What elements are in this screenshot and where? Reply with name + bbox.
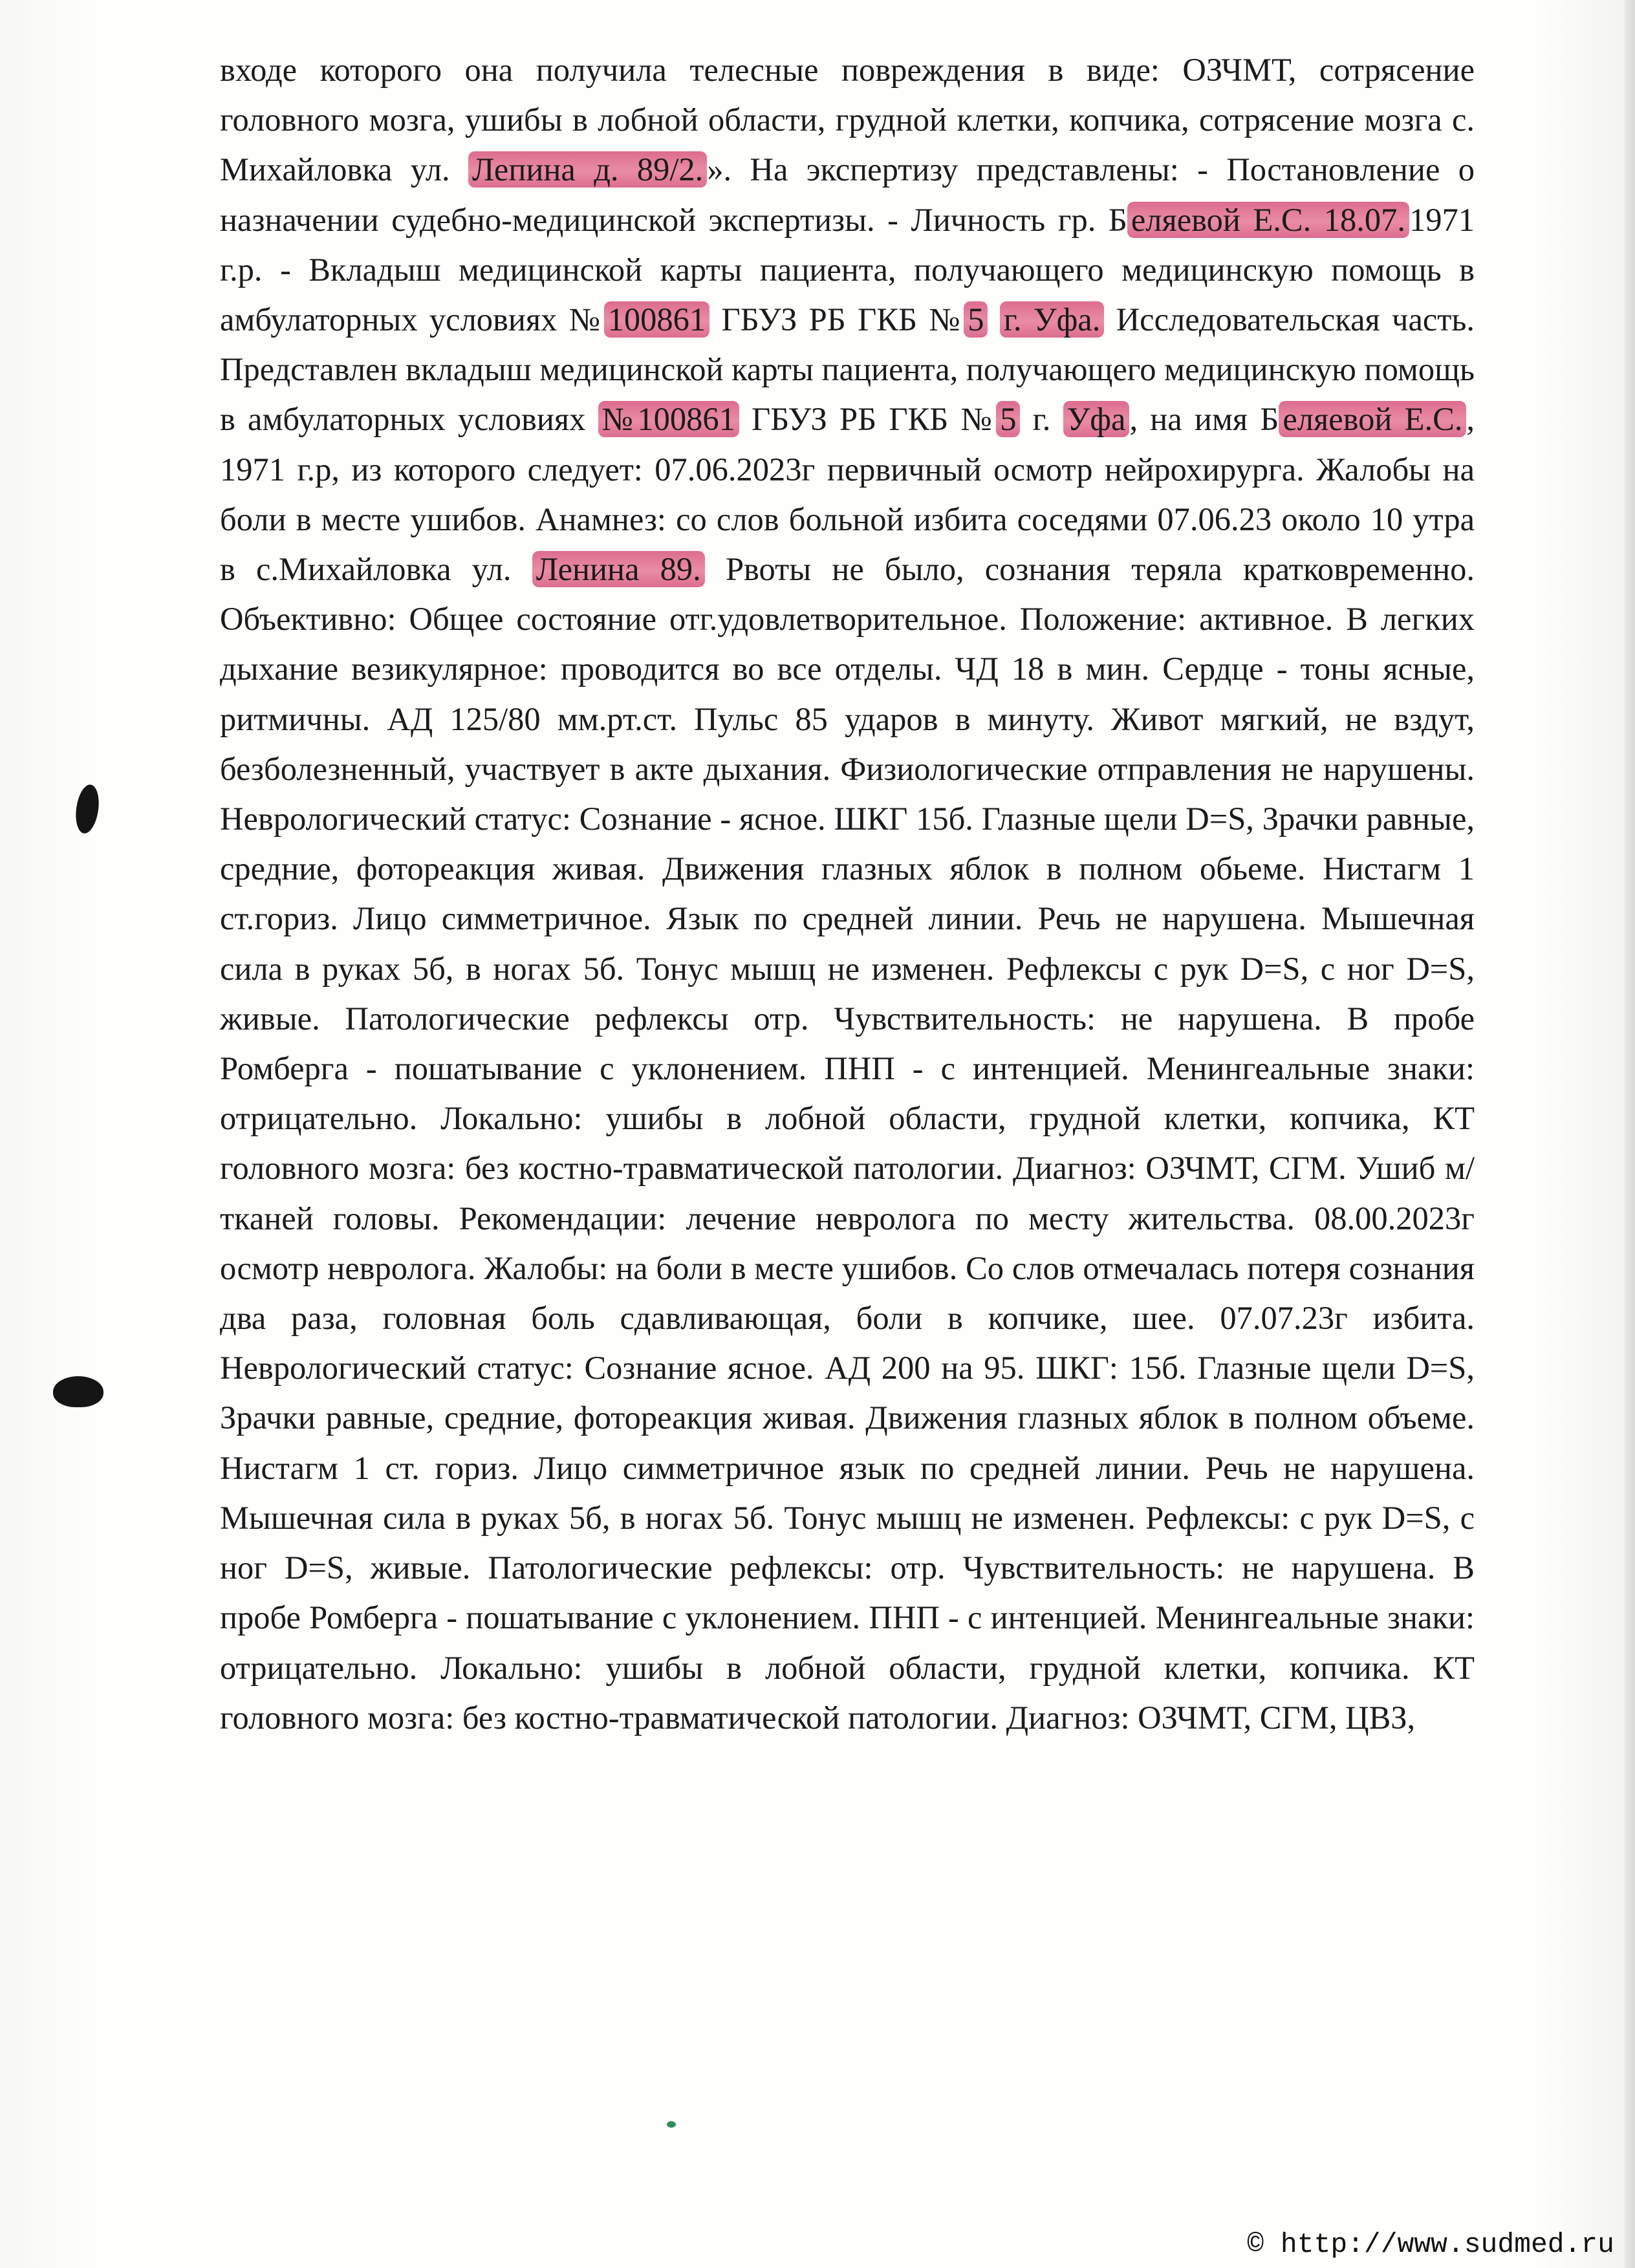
body-text-segment: , на имя Б: [1129, 401, 1279, 438]
document-body-text: [220, 45, 1475, 1743]
body-text-segment: ». На экспертизу представлены: - Постановление о назначении судебно-медицинской экспертизы. - Личность гр. Б: [220, 151, 1475, 238]
ink-speck: [667, 2121, 676, 2128]
body-text-segment: 1971 г.р. - Вкладыш медицинской карты пациента, получающего медицинскую помощь в амбулаторных условиях №: [220, 201, 1475, 338]
page-edge-shadow: [1625, 0, 1635, 2268]
highlighted-text: г. Уфа.: [1000, 301, 1105, 338]
highlighted-text: еляевой Е.С.: [1279, 401, 1466, 437]
punch-hole-mark-top: [73, 783, 102, 835]
body-text-segment: г.: [1020, 401, 1063, 438]
highlighted-text: 100861: [604, 301, 710, 338]
highlighted-text: еляевой Е.С. 18.07.: [1127, 202, 1409, 238]
highlighted-text: №100861: [598, 401, 739, 437]
body-text-segment: [988, 301, 999, 338]
punch-hole-mark-bottom: [53, 1376, 103, 1407]
highlighted-text: 5: [996, 401, 1020, 437]
body-text-segment: входе которого она получила телесные повреждения в виде: ОЗЧМТ, сотрясение головного мозга, ушибы в лобной области, грудной клетки, копчика, сотрясение мозга с. Михайловка ул.: [220, 52, 1475, 188]
highlighted-text: Уфа: [1063, 401, 1130, 437]
copyright-watermark: © http://www.sudmed.ru: [1247, 2229, 1614, 2260]
highlighted-text: 5: [964, 301, 988, 338]
body-text-segment: Исследовательская часть. Представлен вкладыш медицинской карты пациента, получающего медицинскую помощь в амбулаторных условиях: [220, 301, 1475, 438]
highlighted-text: Ленина 89.: [532, 551, 705, 587]
body-text-segment: , 1971 г.р, из которого следует: 07.06.2023г первичный осмотр нейрохирурга. Жалобы на боли в месте ушибов. Анамнез: со слов больной избита соседями 07.06.23 около 10 утра в с.Михайловка ул.: [220, 401, 1475, 588]
highlighted-text: Лепина д. 89/2.: [468, 151, 707, 188]
body-text-segment: Рвоты не было, сознания теряла кратковременно. Объективно: Общее состояние отг.удовлетворительное. Положение: активное. В легких дыхание везикулярное: проводится во все отделы. ЧД 18 в мин. Сердце - тоны ясные, ритмичны. АД 125/80 мм.рт.ст. Пульс 85 ударов в минуту. Живот мягкий, не вздут, безболезненный, участвует в акте дыхания. Физиологические отправления не нарушены. Неврологический статус: Сознание - ясное. ШКГ 15б. Глазные щели D=S, Зрачки равные, средние, фотореакция живая. Движения глазных яблок в полном обьеме. Нистагм 1 ст.гориз. Лицо симметричное. Язык по средней линии. Речь не нарушена. Мышечная сила в руках 5б, в ногах 5б. Тонус мышц не изменен. Рефлексы с рук D=S, с ног D=S, живые. Патологические рефлексы отр. Чувствительность: не нарушена. В пробе Ромберга - пошатывание с уклонением. ПНП - с интенцией. Менингеальные знаки: отрицательно. Локально: ушибы в лобной области, грудной клетки, копчика, КТ головного мозга: без костно-травматической патологии. Диагноз: ОЗЧМТ, СГМ. Ушиб м/тканей головы. Рекомендации: лечение невролога по месту жительства. 08.00.2023г осмотр невролога. Жалобы: на боли в месте ушибов. Со слов отмечалась потеря сознания два раза, головная боль сдавливающая, боли в копчике, шее. 07.07.23г избита. Неврологический статус: Сознание ясное. АД 200 на 95. ШКГ: 15б. Глазные щели D=S, Зрачки равные, средние, фотореакция живая. Движения глазных яблок в полном объеме. Нистагм 1 ст. гориз. Лицо симметричное язык по средней линии. Речь не нарушена. Мышечная сила в руках 5б, в ногах 5б. Тонус мышц не изменен. Рефлексы: с рук D=S, с ног D=S, живые. Патологические рефлексы: отр. Чувствительность: не нарушена. В пробе Ромберга - пошатывание с уклонением. ПНП - с интенцией. Менингеальные знаки: отрицательно. Локально: ушибы в лобной области, грудной клетки, копчика. КТ головного мозга: без костно-травматической патологии. Диагноз: ОЗЧМТ, СГМ, ЦВЗ,: [220, 551, 1475, 1736]
body-text-segment: ГБУЗ РБ ГКБ №: [739, 401, 997, 438]
body-text-segment: ГБУЗ РБ ГКБ №: [709, 301, 964, 338]
